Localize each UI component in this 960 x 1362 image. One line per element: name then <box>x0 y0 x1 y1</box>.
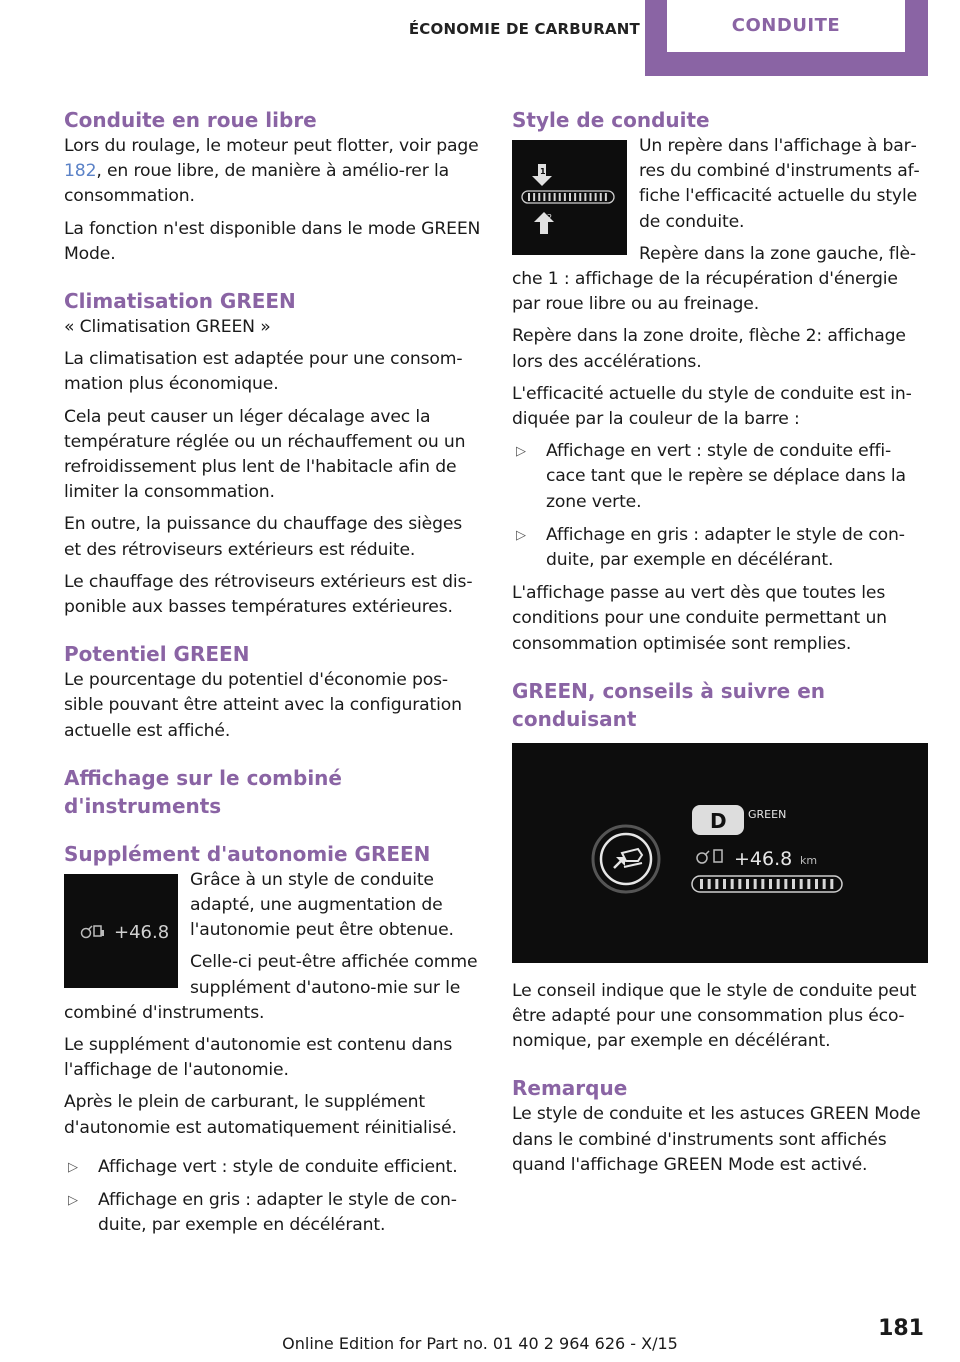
bar-tick <box>543 193 545 201</box>
paragraph: Le chauffage des rétroviseurs extérieurs est dis‐ponible aux basses températures extérieures. <box>64 571 473 618</box>
heading-driving-style: Style de conduite <box>512 108 710 132</box>
bar-tick <box>559 193 561 201</box>
range-unit: km <box>800 853 818 867</box>
paragraph: Un repère dans l'affichage à bar‐res du combiné d'instruments af‐fiche l'efficacité actuelle du style de conduite. <box>639 136 920 232</box>
paragraph: Le style de conduite et les astuces GREEN Mode dans le combiné d'instruments sont affichés quand l'affichage GREEN Mode est activé. <box>512 1104 921 1175</box>
bar-tick <box>800 879 803 889</box>
bar-tick <box>746 879 749 889</box>
arrow-label-1: 1 <box>540 167 546 176</box>
triangle-bullet-icon: ▷ <box>516 527 526 543</box>
paragraph: Après le plein de carburant, le supplément d'autonomie est automatiquement réinitialisé. <box>64 1092 457 1138</box>
paragraph: Grâce à un style de conduite adapté, une augmentation de l'autonomie peut être obtenue. <box>190 869 454 941</box>
bar-tick <box>815 879 818 889</box>
bar-tick <box>574 193 576 201</box>
bullet-list <box>512 439 930 573</box>
list-item: ▷ Affichage en vert : style de conduite effi‐cace tant que le repère se déplace dans la zone verte. <box>516 441 906 512</box>
efficiency-bar-frame <box>692 876 842 892</box>
left-column <box>64 106 482 1247</box>
bar-tick <box>528 193 530 201</box>
bar-tick <box>807 879 810 889</box>
bar-tick <box>754 879 757 889</box>
paragraph: « Climatisation GREEN » <box>64 317 271 338</box>
list-item: ▷ Affichage vert : style de conduite efficient. <box>64 1155 482 1180</box>
bar-tick <box>554 193 556 201</box>
bar-tick <box>700 879 703 889</box>
triangle-bullet-icon: ▷ <box>68 1159 78 1175</box>
list-item: ▷ Affichage en gris : adapter le style de con‐duite, par exemple en décélérant. <box>68 1190 457 1236</box>
paragraph: Repère dans la zone droite, flèche 2: affichage lors des accélérations. <box>512 326 906 372</box>
gear-letter: D <box>710 808 727 833</box>
paragraph: En outre, la puissance du chauffage des sièges et des rétroviseurs extérieurs est réduite. <box>64 514 463 560</box>
arrow-up-icon <box>534 212 554 234</box>
driving-style-figure <box>512 140 627 255</box>
bar-tick <box>600 193 602 201</box>
bar-tick <box>549 193 551 201</box>
cluster-display <box>512 743 928 963</box>
range-value: +46.8 <box>734 847 793 870</box>
bar-tick <box>738 879 741 889</box>
heading-green-potential: Potentiel GREEN <box>64 642 250 667</box>
paragraph: La climatisation est adaptée pour une consom‐mation plus économique. <box>64 349 463 395</box>
foot-off-pedal-icon <box>614 849 642 868</box>
efficiency-bar-ticks <box>528 193 607 201</box>
bar-tick <box>784 879 787 889</box>
paragraph: Repère dans la zone gauche, flè‐che 1 : affichage de la récupération d'énergie par roue libre ou au freinage. <box>512 243 916 315</box>
paragraph: Celle-ci peut-être affichée comme supplément d'autono‐mie sur le combiné d'instruments. <box>64 952 478 1023</box>
paragraph: L'efficacité actuelle du style de conduite est in‐diquée par la couleur de la barre : <box>512 383 912 430</box>
paragraph: Le supplément d'autonomie est contenu dans l'affichage de l'autonomie. <box>64 1035 453 1081</box>
bar-tick <box>761 879 764 889</box>
efficiency-bar-display <box>512 140 627 255</box>
bar-tick <box>769 879 772 889</box>
right-column <box>512 106 930 1185</box>
driving-tips-figure <box>512 743 928 963</box>
bar-tick <box>564 193 566 201</box>
paragraph: La fonction n'est disponible dans le mode GREEN Mode. <box>64 218 481 264</box>
chapter-tab <box>645 0 928 76</box>
fuel-pump-icon <box>82 926 105 938</box>
range-bonus-display <box>64 874 178 988</box>
range-bonus-value: +46.8 <box>114 921 170 943</box>
bar-tick <box>605 193 607 201</box>
fuel-pump-icon <box>697 850 722 863</box>
list-item: ▷ Affichage en gris : adapter le style de con‐duite, par exemple en décélérant. <box>516 524 905 571</box>
heading-note: Remarque <box>512 1076 628 1101</box>
range-bonus-figure <box>64 874 178 988</box>
bullet-list <box>64 1155 482 1239</box>
page-link[interactable]: 182 <box>64 161 97 182</box>
heading-range-bonus: Supplément d'autonomie GREEN <box>64 841 431 866</box>
triangle-bullet-icon: ▷ <box>516 444 526 460</box>
bar-tick <box>590 193 592 201</box>
heading-driving-tips: GREEN, conseils à suivre en conduisant <box>512 678 826 731</box>
bar-tick <box>538 193 540 201</box>
paragraph: Le pourcentage du potentiel d'économie pos‐sible pouvant être atteint avec la configuration actuelle est affiché. <box>64 670 462 741</box>
edition-note: Online Edition for Part no. 01 40 2 964 626 - X/15 <box>282 1334 678 1353</box>
triangle-bullet-icon: ▷ <box>68 1193 78 1209</box>
arrow-down-icon <box>532 164 552 186</box>
bar-tick <box>792 879 795 889</box>
heading-coasting: Conduite en roue libre <box>64 108 317 132</box>
paragraph: L'affichage passe au vert dès que toutes les conditions pour une conduite permettant un consommation optimisée sont remplies. <box>512 583 887 654</box>
bar-tick <box>533 193 535 201</box>
heading-climate-green: Climatisation GREEN <box>64 289 296 314</box>
paragraph: Lors du roulage, le moteur peut flotter, voir page 182, en roue libre, de manière à amélio‐rer la consommation. <box>64 136 479 207</box>
arrow-label-2: 2 <box>547 213 553 222</box>
page-number: 181 <box>878 1316 924 1341</box>
bar-tick <box>830 879 833 889</box>
bar-tick <box>595 193 597 201</box>
bar-tick <box>777 879 780 889</box>
bar-tick <box>569 193 571 201</box>
bar-tick <box>731 879 734 889</box>
mode-label: GREEN <box>748 807 787 821</box>
chapter-tab-label: CONDUITE <box>667 0 905 52</box>
bar-tick <box>715 879 718 889</box>
paragraph: Cela peut causer un léger décalage avec la température réglée ou un réchauffement ou un refroidissement plus lent de l'habitacle afin de limiter la consommation. <box>64 406 466 503</box>
bar-tick <box>579 193 581 201</box>
efficiency-bar-ticks <box>700 879 833 889</box>
heading-instrument-display: Affichage sur le combiné d'instruments <box>64 765 342 818</box>
bar-tick <box>723 879 726 889</box>
paragraph: Le conseil indique que le style de conduite peut être adapté pour une consommation plus éco‐nomique, par exemple en décélérant. <box>512 980 917 1052</box>
bar-tick <box>823 879 826 889</box>
bar-tick <box>584 193 586 201</box>
header-section-title: ÉCONOMIE DE CARBURANT <box>408 20 640 38</box>
bar-tick <box>708 879 711 889</box>
